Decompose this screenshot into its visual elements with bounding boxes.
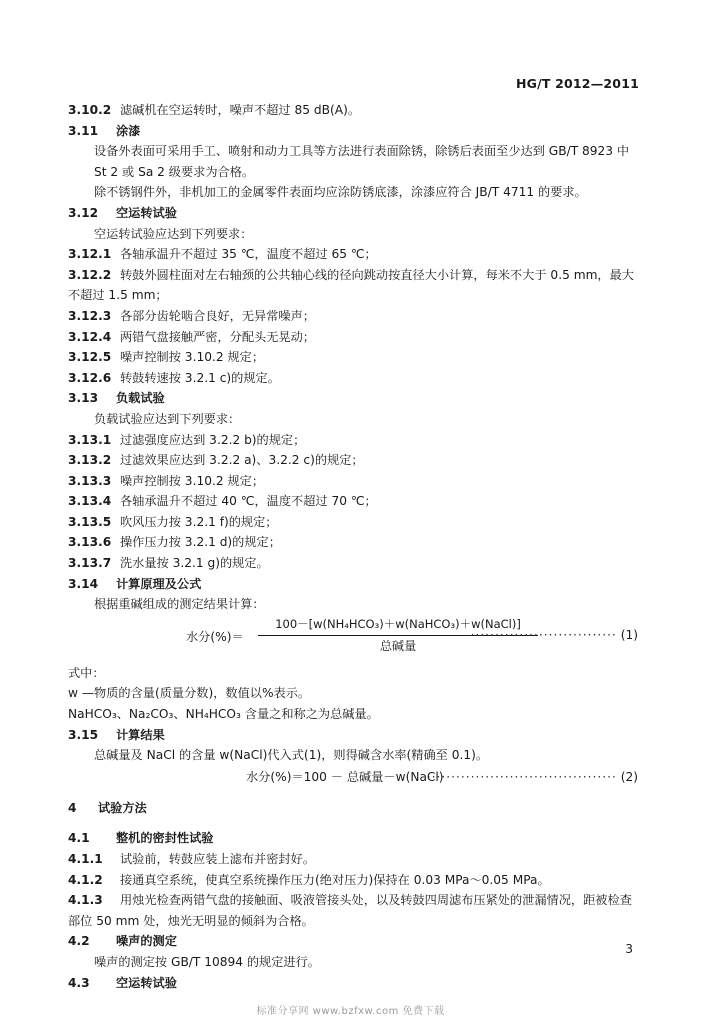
section-title: 计算结果 <box>116 727 165 742</box>
clause-text: 接通真空系统，使真空系统操作压力(绝对压力)保持在 0.03 MPa～0.05 MPa。 <box>120 872 550 887</box>
section-4-1-heading <box>68 828 638 849</box>
formula-index: (1) <box>620 627 638 642</box>
clause-number: 3.13.5 <box>68 514 112 529</box>
clause-number: 4.1.3 <box>68 893 103 908</box>
clause-number: 3.13.1 <box>68 432 112 447</box>
formula-total-alkali-note: NaHCO₃、Na₂CO₃、NH₄HCO₃ 含量之和称之为总碱量。 <box>68 707 379 722</box>
clause-number: 3.13.7 <box>68 556 112 571</box>
clause-text: 吹风压力按 3.2.1 f)的规定； <box>120 514 278 529</box>
section-title: 计算原理及公式 <box>116 576 202 591</box>
formula-variable-w: w —物质的含量(质量分数)，数值以%表示。 <box>68 686 311 701</box>
clause-text: 滤碱机在空运转时，噪声不超过 85 dB(A)。 <box>120 103 361 117</box>
clause-number: 3.13.2 <box>68 453 112 468</box>
leader-dots: ······························ <box>470 627 617 642</box>
clause-3-13-5 <box>68 512 638 533</box>
clause-4-1-3 <box>68 890 638 931</box>
clause-4-1-1 <box>68 849 638 870</box>
clause-3-12-5 <box>68 347 638 368</box>
clause-text: 两错气盘接触严密，分配头无晃动； <box>120 329 315 344</box>
leader-dots: ······································· <box>426 769 617 784</box>
clause-number: 3.12.1 <box>68 247 112 262</box>
clause-number: 3.13.6 <box>68 535 112 550</box>
clause-text: 洗水量按 3.2.1 g)的规定。 <box>120 556 269 571</box>
paragraph-calc-intro: 根据重碱组成的测定结果计算： <box>94 597 265 612</box>
watermark: 标准分享网 www.bzfxw.com 免费下载 <box>256 1006 445 1017</box>
spacer <box>68 788 638 798</box>
document-body <box>68 100 638 993</box>
clause-text: 各轴承温升不超过 35 ℃，温度不超过 65 ℃； <box>120 247 377 262</box>
page-number: 3 <box>625 942 633 956</box>
clause-4-1-2 <box>68 870 638 891</box>
clause-3-12-2 <box>68 265 638 306</box>
formula-2 <box>68 766 638 788</box>
clause-3-13-7 <box>68 553 638 574</box>
clause-text: 转鼓外圆柱面对左右轴颈的公共轴心线的径向跳动按直径大小计算，每米不大于 0.5 mm，最大不超过 1.5 mm； <box>68 267 634 303</box>
clause-3-13-6 <box>68 532 638 553</box>
section-title: 整机的密封性试验 <box>116 831 214 846</box>
clause-text: 转鼓转速按 3.2.1 c)的规定。 <box>120 370 280 385</box>
clause-number: 3.10.2 <box>68 103 112 117</box>
clause-text: 用烛光检查两错气盘的接触面、吸液管接头处，以及转鼓四周滤布压紧处的泄漏情况，距被检查部位 50 mm 处，烛光无明显的倾斜为合格。 <box>68 893 632 928</box>
section-number: 3.12 <box>68 205 99 220</box>
clause-number: 4.1.2 <box>68 872 103 887</box>
clause-3-13-4 <box>68 491 638 512</box>
formula-1 <box>68 615 638 663</box>
section-number: 4.2 <box>68 934 90 949</box>
clause-text: 各部分齿轮啮合良好，无异常噪声； <box>120 308 315 323</box>
section-3-15-heading <box>68 725 638 746</box>
clause-number: 4.1.1 <box>68 852 103 866</box>
section-number: 3.13 <box>68 391 99 406</box>
clause-text: 噪声控制按 3.10.2 规定； <box>120 473 265 488</box>
section-title: 涂漆 <box>116 123 141 138</box>
clause-3-13-2 <box>68 450 638 471</box>
clause-number: 3.12.4 <box>68 329 112 344</box>
formula-numerator: 100－[w(NH₄HCO₃)＋w(NaHCO₃)＋w(NaCl)] <box>258 615 538 636</box>
paragraph-requirements-intro: 空运转试验应达到下列要求： <box>94 226 253 241</box>
section-3-11-heading <box>68 121 638 142</box>
paragraph-noise-method: 噪声的测定按 GB/T 10894 的规定进行。 <box>94 954 320 969</box>
section-number: 3.15 <box>68 727 99 742</box>
paragraph-primer: 除不锈钢件外，非机加工的金属零件表面均应涂防锈底漆，涂漆应符合 JB/T 4711 的要求。 <box>94 185 587 200</box>
chapter-title: 试验方法 <box>98 800 147 815</box>
section-4-2-heading <box>68 931 638 952</box>
clause-text: 过滤强度应达到 3.2.2 b)的规定； <box>120 432 306 447</box>
formula-where: 式中： <box>68 665 105 680</box>
clause-3-10-2 <box>68 100 638 121</box>
section-number: 4.3 <box>68 975 90 990</box>
paragraph-rust-removal: 设备外表面可采用手工、喷射和动力工具等方法进行表面除锈，除锈后表面至少达到 GB/T 8923 中 St 2 或 Sa 2 级要求为合格。 <box>94 144 630 179</box>
clause-text: 试验前，转鼓应装上滤布并密封好。 <box>120 852 315 866</box>
section-title: 空运转试验 <box>116 975 177 990</box>
clause-number: 3.13.4 <box>68 494 112 509</box>
clause-3-13-3 <box>68 471 638 492</box>
section-number: 3.11 <box>68 123 99 138</box>
clause-3-12-1 <box>68 244 638 265</box>
clause-number: 3.12.5 <box>68 350 112 365</box>
formula-denominator: 总碱量 <box>379 638 417 653</box>
section-title: 负载试验 <box>116 391 165 406</box>
section-3-12-heading <box>68 203 638 224</box>
clause-3-12-4 <box>68 327 638 348</box>
clause-3-12-6 <box>68 368 638 389</box>
chapter-number: 4 <box>68 800 77 815</box>
section-title: 空运转试验 <box>116 205 177 220</box>
clause-3-12-3 <box>68 306 638 327</box>
clause-number: 3.12.3 <box>68 308 112 323</box>
clause-number: 3.13.3 <box>68 473 112 488</box>
clause-3-13-1 <box>68 430 638 451</box>
formula-index: (2) <box>620 769 638 784</box>
section-title: 噪声的测定 <box>116 934 177 949</box>
clause-text: 噪声控制按 3.10.2 规定； <box>120 350 265 365</box>
section-number: 4.1 <box>68 831 90 846</box>
section-4-3-heading <box>68 973 638 994</box>
section-number: 3.14 <box>68 576 99 591</box>
paragraph-load-intro: 负载试验应达到下列要求： <box>94 411 241 426</box>
clause-number: 3.12.2 <box>68 267 112 282</box>
section-3-14-heading <box>68 574 638 595</box>
formula-expression: 水分(%)＝100 － 总碱量－w(NaCl) <box>246 769 444 784</box>
standard-code: HG/T 2012—2011 <box>515 76 639 91</box>
section-3-13-heading <box>68 388 638 409</box>
clause-text: 各轴承温升不超过 40 ℃，温度不超过 70 ℃； <box>120 494 377 509</box>
clause-text: 过滤效果应达到 3.2.2 a)、3.2.2 c)的规定； <box>120 453 364 468</box>
paragraph-result: 总碱量及 NaCl 的含量 w(NaCl)代入式(1)，则得碱含水率(精确至 0.1)。 <box>94 748 489 763</box>
clause-text: 操作压力按 3.2.1 d)的规定； <box>120 535 281 550</box>
chapter-4-heading <box>68 798 638 819</box>
formula-number <box>427 766 638 788</box>
clause-number: 3.12.6 <box>68 370 112 385</box>
formula-number <box>471 628 638 642</box>
spacer <box>68 818 638 828</box>
formula-lhs: 水分(%)＝ <box>186 629 244 644</box>
